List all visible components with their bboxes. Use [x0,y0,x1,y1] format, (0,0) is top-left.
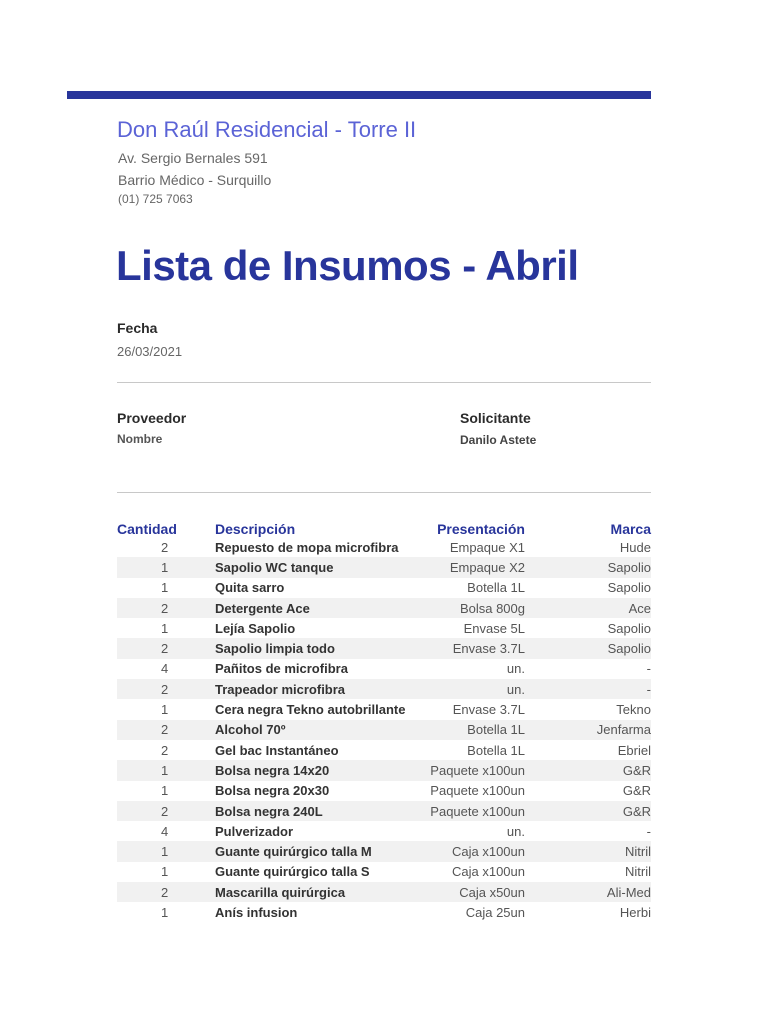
description-cell: Quita sarro [215,580,285,596]
presentation-cell: Caja x100un [425,841,525,861]
table-row [117,699,651,719]
description-cell: Sapolio limpia todo [215,638,425,658]
date-value: 26/03/2021 [117,344,183,359]
header-description: Descripción [215,521,296,537]
description-cell: Bolsa negra 240L [215,801,425,821]
description-cell: Lejía Sapolio [215,620,296,636]
supplier-value: Nombre [117,432,163,446]
brand-cell: Herbi [619,904,651,920]
presentation-cell: Envase 3.7L [425,638,525,658]
quantity-cell: 4 [161,823,169,839]
quantity-cell: 2 [117,801,215,821]
presentation-cell: Envase 3.7L [452,702,525,718]
divider-bottom [117,492,651,493]
presentation-cell: un. [425,679,525,699]
presentation-cell: Caja 25un [465,904,525,920]
table-row [117,821,651,841]
table-header-row [117,517,651,537]
brand-cell: Ace [525,598,651,618]
header-brand: Marca [610,521,651,537]
requester-value: Danilo Astete [460,433,537,447]
quantity-cell: 1 [161,580,169,596]
description-cell: Sapolio WC tanque [215,557,425,577]
phone-number: (01) 725 7063 [118,192,193,206]
quantity-cell: 1 [161,904,169,920]
table-row [117,557,651,577]
table-row [117,578,651,598]
brand-cell: - [646,661,651,677]
supplier-label: Proveedor [117,410,187,426]
presentation-cell: Botella 1L [467,580,525,596]
presentation-cell: Empaque X2 [425,557,525,577]
brand-cell: Ali-Med [525,882,651,902]
brand-cell: G&R [525,801,651,821]
presentation-cell: un. [506,661,525,677]
brand-cell: Sapolio [525,557,651,577]
quantity-cell: 1 [161,864,169,880]
description-cell: Guante quirúrgico talla M [215,841,425,861]
header-presentation: Presentación [437,521,525,537]
date-label: Fecha [117,320,158,336]
brand-cell: Sapolio [607,580,651,596]
brand-cell: G&R [622,783,651,799]
description-cell: Bolsa negra 14x20 [215,760,425,780]
brand-cell: Sapolio [525,638,651,658]
document-title: Lista de Insumos - Abril [116,242,579,289]
table-row [117,618,651,638]
brand-cell: - [646,823,651,839]
table-row [117,781,651,801]
description-cell: Guante quirúrgico talla S [215,864,370,880]
presentation-cell: Botella 1L [467,742,525,758]
table-row [117,679,651,699]
address-line-1: Av. Sergio Bernales 591 [118,150,268,166]
description-cell: Alcohol 70º [215,720,425,740]
table-row [117,659,651,679]
description-cell: Anís infusion [215,904,298,920]
description-cell: Gel bac Instantáneo [215,742,339,758]
table-row [117,841,651,861]
quantity-cell: 2 [117,720,215,740]
quantity-cell: 1 [117,557,215,577]
brand-cell: Jenfarma [525,720,651,740]
brand-cell: Nitril [625,864,651,880]
table-row [117,882,651,902]
quantity-cell: 1 [161,702,169,718]
quantity-cell: 1 [161,620,169,636]
quantity-cell: 2 [117,679,215,699]
brand-cell: - [525,679,651,699]
presentation-cell: Paquete x100un [425,760,525,780]
brand-cell: Nitril [525,841,651,861]
table-row [117,902,651,922]
presentation-cell: Paquete x100un [430,783,525,799]
table-row [117,537,651,557]
table-row [117,862,651,882]
description-cell: Cera negra Tekno autobrillante [215,702,406,718]
address-line-2: Barrio Médico - Surquillo [118,172,272,188]
quantity-cell: 4 [161,661,169,677]
presentation-cell: Paquete x100un [425,801,525,821]
brand-cell: Ebriel [617,742,651,758]
presentation-cell: Caja x50un [425,882,525,902]
quantity-cell: 2 [117,598,215,618]
quantity-cell: 2 [117,638,215,658]
table-row [117,801,651,821]
table-row [117,760,651,780]
description-cell: Repuesto de mopa microfibra [215,539,399,555]
table-row [117,598,651,618]
divider-top [117,382,651,383]
quantity-cell: 1 [117,760,215,780]
presentation-cell: Envase 5L [463,620,525,636]
brand-cell: Sapolio [607,620,651,636]
presentation-cell: Empaque X1 [449,539,525,555]
brand-cell: Hude [619,539,651,555]
description-cell: Trapeador microfibra [215,679,425,699]
quantity-cell: 2 [117,882,215,902]
table-row [117,720,651,740]
supplies-table [117,517,651,923]
description-cell: Bolsa negra 20x30 [215,783,330,799]
company-name: Don Raúl Residencial - Torre II [117,117,417,142]
quantity-cell: 1 [161,783,169,799]
description-cell: Mascarilla quirúrgica [215,882,425,902]
presentation-cell: Caja x100un [452,864,525,880]
table-row [117,638,651,658]
brand-cell: Tekno [616,702,651,718]
description-cell: Pañitos de microfibra [215,661,348,677]
presentation-cell: Bolsa 800g [425,598,525,618]
quantity-cell: 2 [161,742,169,758]
table-row [117,740,651,760]
header-accent-bar [67,91,651,99]
quantity-cell: 2 [161,539,169,555]
description-cell: Detergente Ace [215,598,425,618]
presentation-cell: un. [506,823,525,839]
quantity-cell: 1 [117,841,215,861]
requester-label: Solicitante [460,410,531,426]
description-cell: Pulverizador [215,823,294,839]
brand-cell: G&R [525,760,651,780]
header-quantity: Cantidad [117,521,177,537]
presentation-cell: Botella 1L [425,720,525,740]
